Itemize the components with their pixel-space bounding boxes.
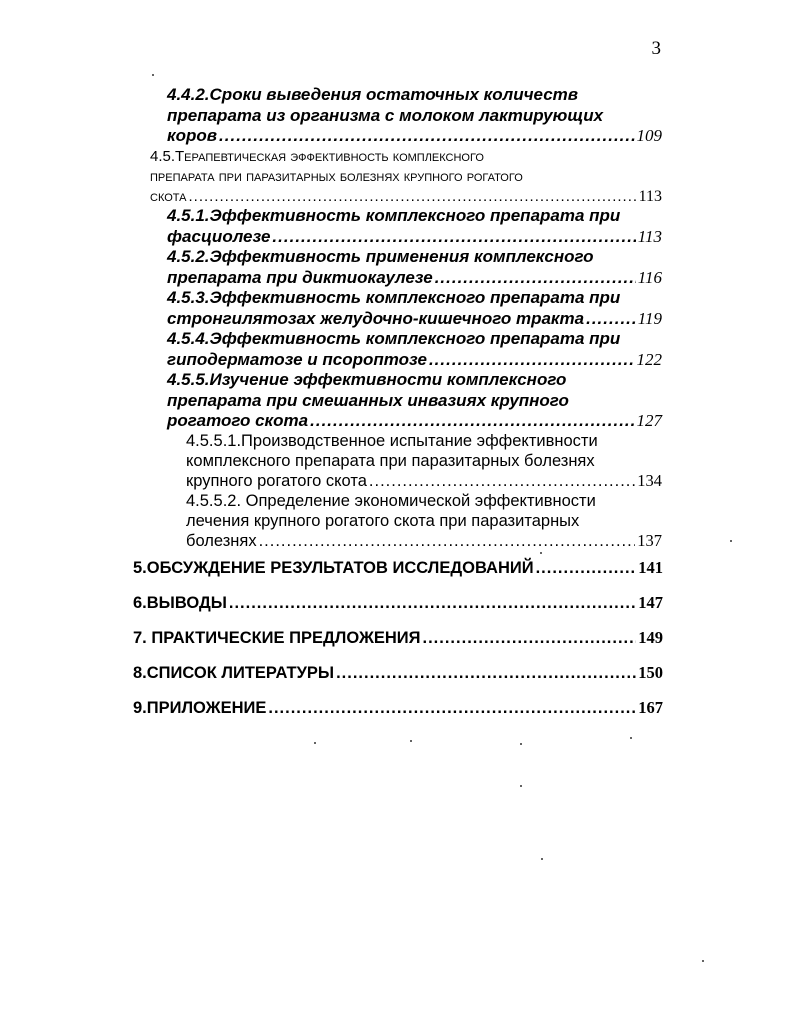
scan-speck xyxy=(152,74,154,76)
scan-speck xyxy=(540,552,542,554)
toc-entry-title-end: фасциолезе xyxy=(167,226,271,246)
toc-entry-leader-line xyxy=(167,268,662,289)
toc-entry-text-line: 4.5.5.2. Определение экономической эффективности xyxy=(186,492,596,510)
toc-entry-text-line: препарата при смешанных инвазиях крупного xyxy=(167,390,569,410)
toc-chapter-title: 6.ВЫВОДЫ xyxy=(133,594,227,612)
scan-speck xyxy=(702,960,704,962)
toc-page-ref: 134 xyxy=(637,471,662,490)
scan-speck xyxy=(730,540,732,542)
toc-entry-text-line: 4.5.2.Эффективность применения комплексного xyxy=(167,247,594,266)
dot-leader xyxy=(188,187,636,207)
toc-page-ref: 113 xyxy=(638,188,662,205)
dot-leader xyxy=(310,411,634,432)
dot-leader xyxy=(229,592,636,614)
toc-page-ref: 149 xyxy=(638,628,663,647)
toc-chapter-title: 8.СПИСОК ЛИТЕРАТУРЫ xyxy=(133,664,335,682)
toc-entry-4-5-5-1 xyxy=(186,431,662,491)
toc-page-ref: 147 xyxy=(638,593,663,612)
toc-entry-text-line: препарата из организма с молоком лактирующих xyxy=(167,105,604,125)
toc-entry-leader-line xyxy=(186,531,662,551)
dot-leader xyxy=(268,697,636,719)
dot-leader xyxy=(272,227,635,248)
toc-page-ref: 167 xyxy=(638,698,663,717)
toc-page-ref: 116 xyxy=(637,267,662,287)
scan-speck xyxy=(520,743,522,745)
toc-entry-leader-line xyxy=(133,697,663,719)
dot-leader xyxy=(259,531,636,551)
dot-leader xyxy=(219,126,634,147)
toc-page-ref: 119 xyxy=(637,308,662,328)
toc-entry-leader-line xyxy=(167,309,662,330)
toc-entry-4-5-3 xyxy=(167,288,662,329)
toc-entry-title-end: рогатого скота xyxy=(167,411,309,430)
toc-entry-leader-line xyxy=(186,471,662,491)
toc-entry-text-line: лечения крупного рогатого скота при паразитарных xyxy=(186,512,580,530)
toc-entry-text-line: 4.5.3.Эффективность комплексного препарата при xyxy=(167,288,621,307)
toc-entry-leader-line xyxy=(167,227,662,248)
toc-entry-title-end: стронгилятозах желудочно-кишечного тракта xyxy=(167,308,585,328)
toc-entry-leader-line xyxy=(133,557,663,579)
toc-entry-text-line: 4.5.5.1.Производственное испытание эффективности xyxy=(186,432,598,450)
toc-chapter-8 xyxy=(133,662,663,684)
scan-speck xyxy=(314,742,316,744)
toc-entry-leader-line xyxy=(133,592,663,614)
toc-entry-leader-line xyxy=(133,662,663,684)
dot-leader xyxy=(586,309,636,330)
toc-chapter-title: 9.ПРИЛОЖЕНИЕ xyxy=(133,699,267,717)
toc-entry-4-4-2 xyxy=(167,85,662,147)
toc-entry-text-line: комплексного препарата при паразитарных болезнях xyxy=(186,452,595,470)
dot-leader xyxy=(435,268,636,289)
toc-entry-4-5 xyxy=(150,147,662,207)
dot-leader xyxy=(336,662,636,684)
dot-leader xyxy=(423,627,637,649)
toc-entry-leader-line xyxy=(167,350,662,371)
toc-chapter-7 xyxy=(133,627,663,649)
toc-entry-4-5-5 xyxy=(167,370,662,432)
toc-entry-title-end: коров xyxy=(167,126,218,145)
scan-speck xyxy=(630,737,632,739)
page-number: 3 xyxy=(651,38,661,59)
toc-entry-leader-line xyxy=(167,126,662,147)
scan-speck xyxy=(541,858,543,860)
dot-leader xyxy=(429,350,635,371)
toc-entry-4-5-1 xyxy=(167,206,662,247)
toc-page-ref: 113 xyxy=(637,226,662,246)
toc-page-ref: 127 xyxy=(636,411,662,430)
scan-speck xyxy=(410,740,412,742)
toc-entry-text-line: препарата при паразитарных болезнях крупного рогатого xyxy=(150,168,523,185)
toc-page-ref: 137 xyxy=(637,531,662,550)
toc-entry-text-line: 4.5.1.Эффективность комплексного препарата при xyxy=(167,206,621,225)
toc-entry-title-end: препарата при диктиокаулезе xyxy=(167,267,433,287)
toc-entry-leader-line xyxy=(150,187,662,207)
toc-entry-4-5-4 xyxy=(167,329,662,370)
toc-entry-title-end: болезнях xyxy=(186,532,257,550)
toc-page-ref: 122 xyxy=(636,349,662,369)
toc-entry-text-line: 4.5.5.Изучение эффективности комплексного xyxy=(167,370,567,389)
toc-chapter-6 xyxy=(133,592,663,614)
toc-page-ref: 141 xyxy=(638,558,663,577)
scan-speck xyxy=(520,785,522,787)
toc-entry-text-line: 4.5.4.Эффективность комплексного препарата при xyxy=(167,329,621,348)
toc-page-ref: 109 xyxy=(636,126,662,145)
toc-entry-leader-line xyxy=(167,411,662,432)
toc-entry-title-end: скота xyxy=(150,188,187,205)
toc-entry-text-line: 4.4.2.Сроки выведения остаточных количеств xyxy=(167,85,579,104)
dot-leader xyxy=(369,471,635,491)
toc-chapter-5 xyxy=(133,557,663,579)
toc-entry-title-end: гиподерматозе и псороптозе xyxy=(167,349,427,369)
toc-page-ref: 150 xyxy=(638,663,663,682)
toc-chapter-9 xyxy=(133,697,663,719)
toc-entry-4-5-5-2 xyxy=(186,491,662,551)
toc-entry-4-5-2 xyxy=(167,247,662,288)
toc-entry-leader-line xyxy=(133,627,663,649)
toc-entry-title-end: крупного рогатого скота xyxy=(186,472,367,490)
toc-entry-text-line: 4.5.Терапевтическая эффективность комплексного xyxy=(150,148,484,165)
toc-chapter-title: 7. ПРАКТИЧЕСКИЕ ПРЕДЛОЖЕНИЯ xyxy=(133,629,421,647)
dot-leader xyxy=(536,557,637,579)
toc-chapter-title: 5.ОБСУЖДЕНИЕ РЕЗУЛЬТАТОВ ИССЛЕДОВАНИЙ xyxy=(133,559,534,577)
